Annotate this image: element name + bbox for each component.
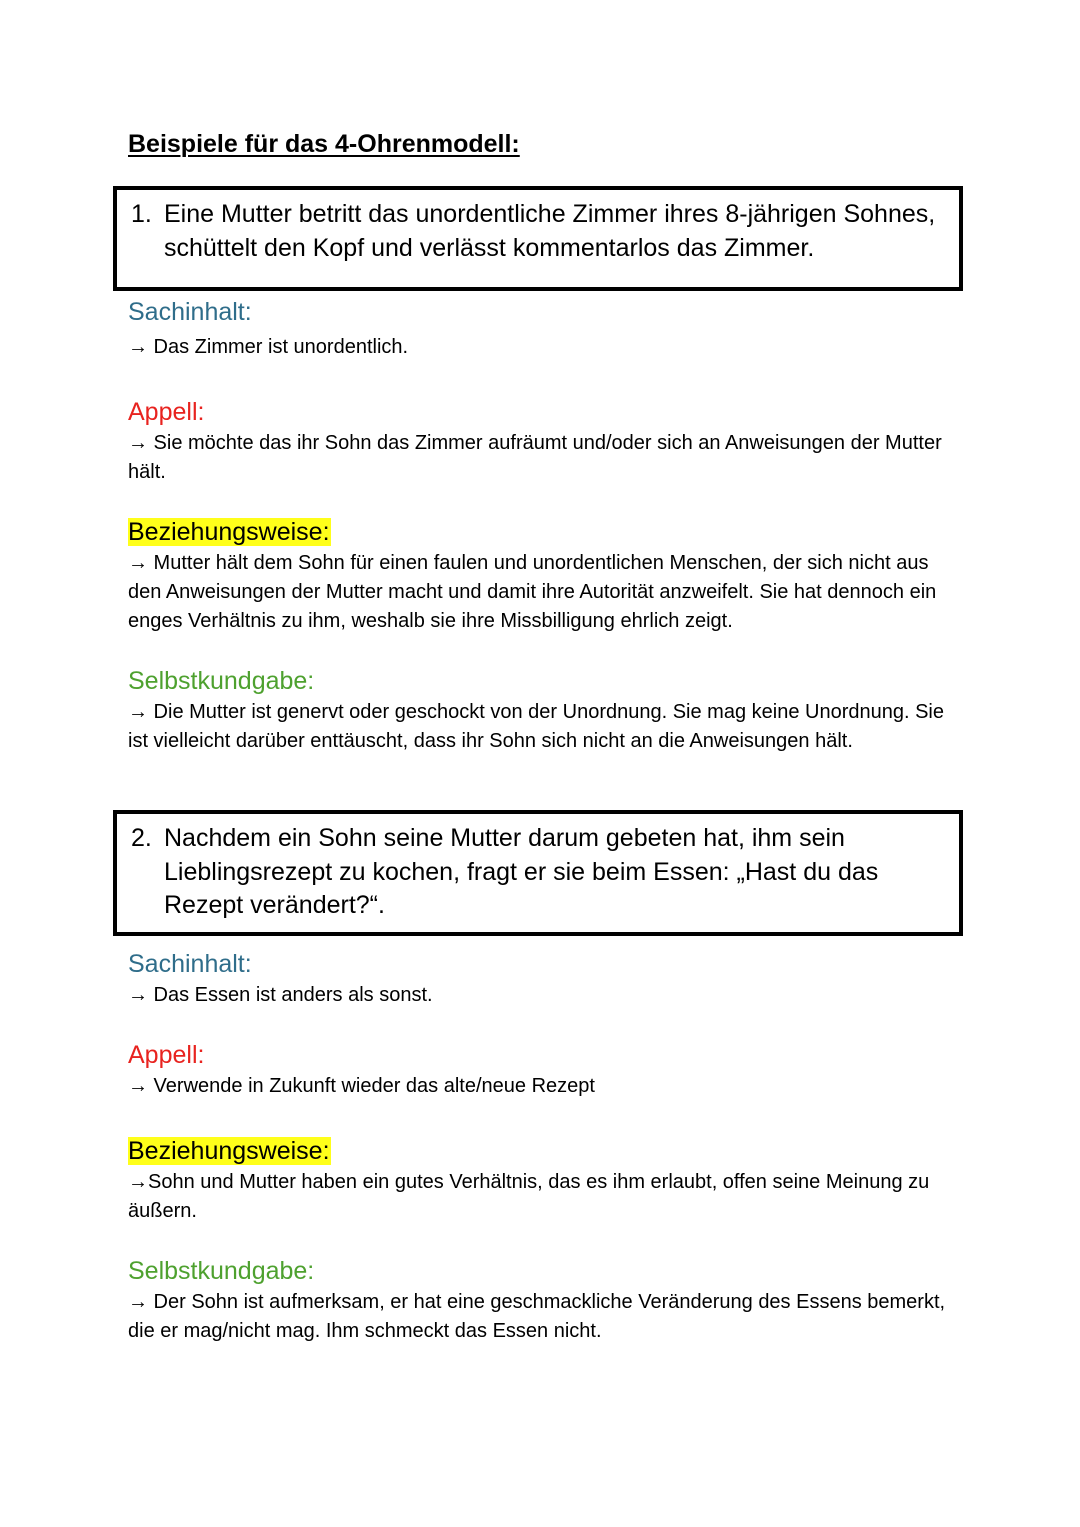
appell-heading-2: Appell: (128, 1041, 205, 1069)
scenario-item-1 (131, 198, 947, 265)
beziehungsweise-heading-2 (128, 1136, 331, 1166)
scenario-box-2 (113, 810, 963, 936)
appell-text-2: → Verwende in Zukunft wieder das alte/neue Rezept (128, 1075, 595, 1097)
appell-heading-1: Appell: (128, 398, 205, 426)
beziehungsweise-text-2: →Sohn und Mutter haben ein gutes Verhältnis, das es ihm erlaubt, offen seine Meinung zu äußern. (128, 1171, 930, 1222)
beziehungsweise-heading-1 (128, 517, 331, 547)
scenario-number: 2. (131, 824, 152, 852)
sachinhalt-text-2: → Das Essen ist anders als sonst. (128, 984, 433, 1006)
sachinhalt-heading-1: Sachinhalt: (128, 298, 252, 326)
sachinhalt-text-1: → Das Zimmer ist unordentlich. (128, 336, 409, 358)
page-title: Beispiele für das 4-Ohrenmodell: (128, 130, 520, 158)
selbstkundgabe-text-1: → Die Mutter ist genervt oder geschockt von der Unordnung. Sie mag keine Unordnung. Sie ist vielleicht darüber enttäuscht, dass ihr Sohn sich nicht an die Anweisungen hält. (128, 701, 944, 752)
selbstkundgabe-heading-1: Selbstkundgabe: (128, 667, 315, 695)
highlighted-heading: Beziehungsweise: (128, 518, 330, 546)
selbstkundgabe-text-2: → Der Sohn ist aufmerksam, er hat eine geschmackliche Veränderung des Essens bemerkt, die er mag/nicht mag. Ihm schmeckt das Essen nicht. (128, 1291, 946, 1342)
scenario-item-2 (131, 822, 947, 923)
scenario-number: 1. (131, 200, 152, 228)
beziehungsweise-text-1: → Mutter hält dem Sohn für einen faulen und unordentlichen Menschen, der sich nicht aus den Anweisungen der Mutter macht und damit ihre Autorität anzweifelt. Sie hat dennoch ein enges Verhältnis zu ihm, weshalb sie ihre Missbilligung ehrlich zeigt. (128, 552, 937, 632)
scenario-text: Eine Mutter betritt das unordentliche Zimmer ihres 8-jährigen Sohnes, schüttelt den Kopf und verlässt kommentarlos das Zimmer. (164, 200, 936, 262)
scenario-box-1 (113, 186, 963, 291)
highlighted-heading: Beziehungsweise: (128, 1137, 330, 1165)
sachinhalt-heading-2: Sachinhalt: (128, 950, 252, 978)
scenario-text: Nachdem ein Sohn seine Mutter darum gebeten hat, ihm sein Lieblingsrezept zu kochen, fragt er sie beim Essen: „Hast du das Rezept verändert?“. (164, 824, 879, 919)
selbstkundgabe-heading-2: Selbstkundgabe: (128, 1257, 315, 1285)
appell-text-1: → Sie möchte das ihr Sohn das Zimmer aufräumt und/oder sich an Anweisungen der Mutter hält. (128, 432, 942, 483)
